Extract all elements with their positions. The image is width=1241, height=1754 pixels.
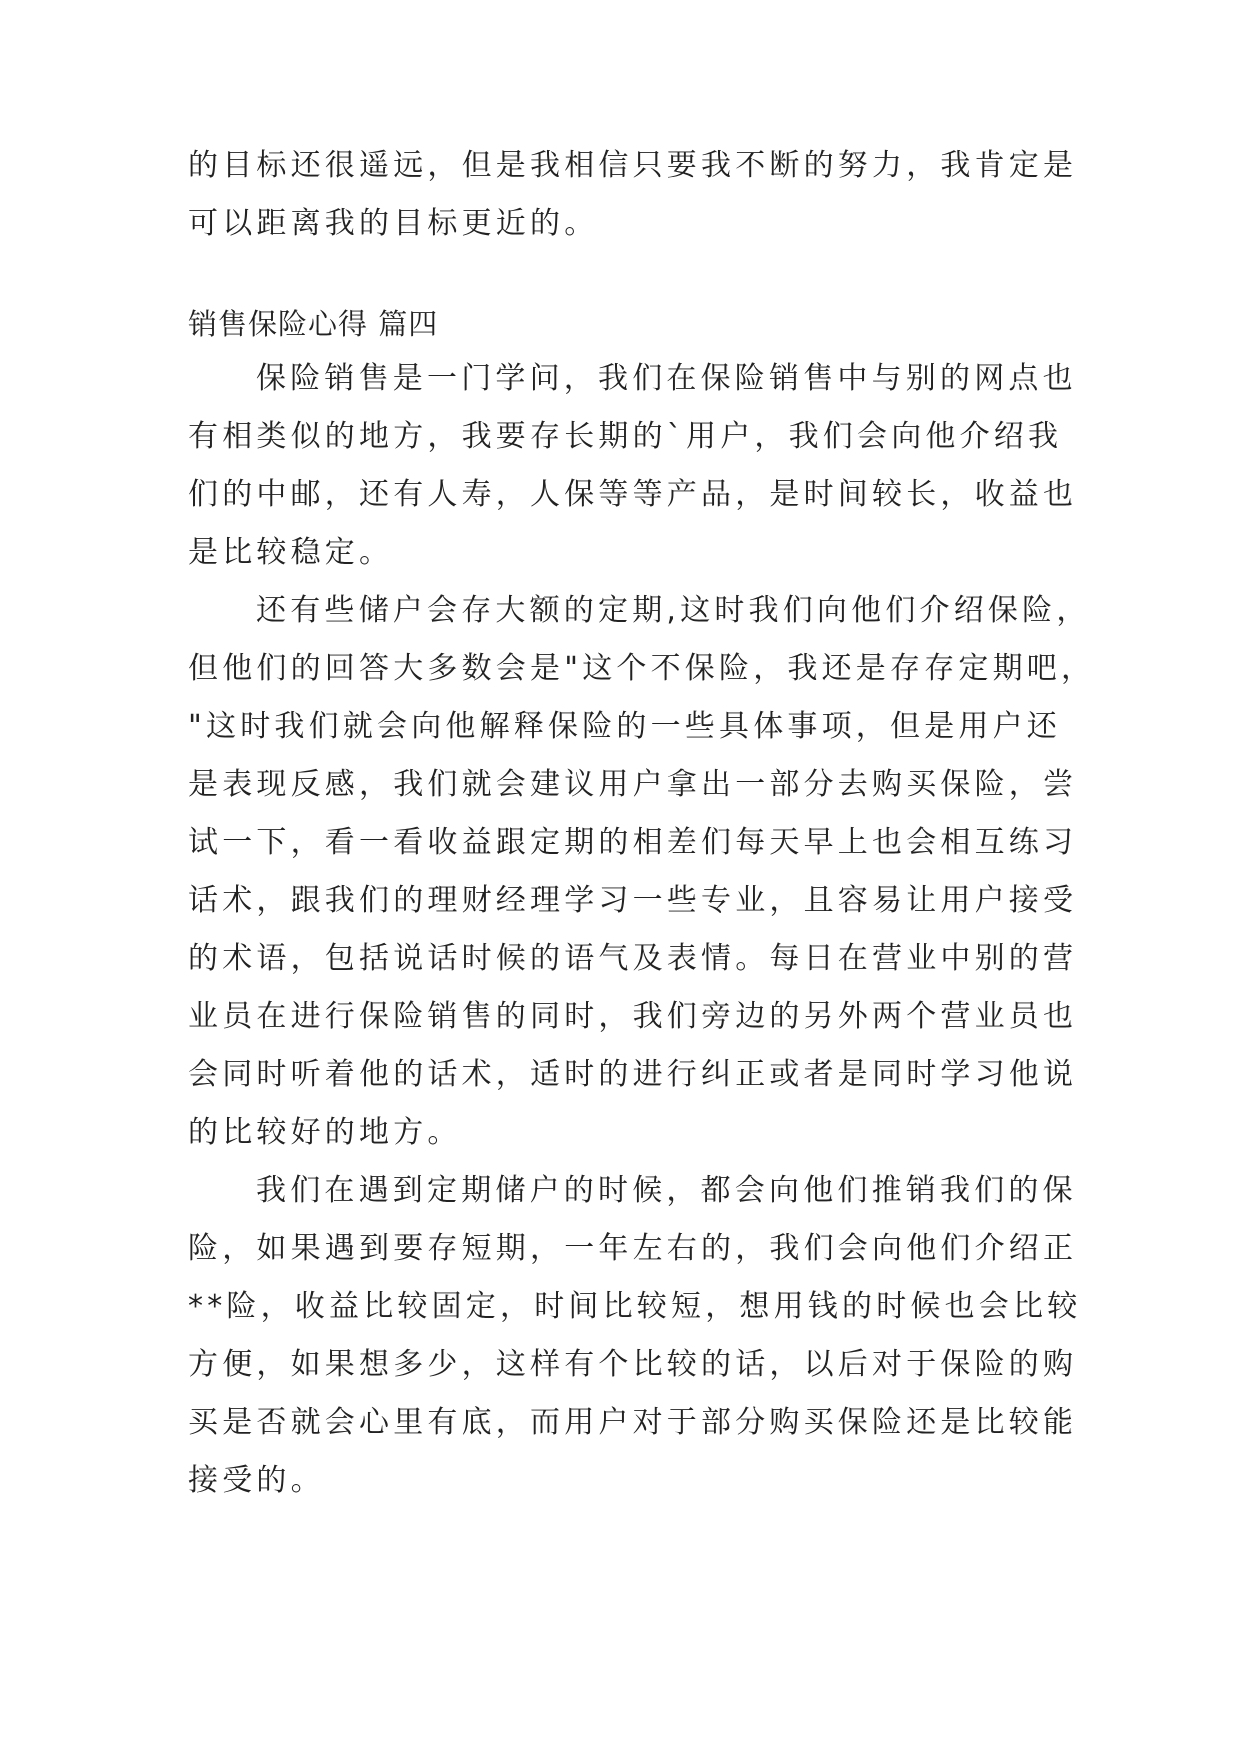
text-line: 险，如果遇到要存短期，一年左右的，我们会向他们介绍正 [188, 1231, 1078, 1266]
text-line: 会同时听着他的话术，适时的进行纠正或者是同时学习他说 [188, 1057, 1078, 1092]
intro-paragraph [188, 137, 1078, 253]
text-line: 接受的。 [188, 1463, 325, 1498]
text-line: 方便，如果想多少，这样有个比较的话，以后对于保险的购 [188, 1347, 1078, 1382]
text-line: 是表现反感，我们就会建议用户拿出一部分去购买保险，尝 [188, 767, 1078, 802]
text-line: 但他们的回答大多数会是"这个不保险，我还是存存定期吧， [188, 651, 1096, 686]
paragraph-2 [188, 582, 1096, 1162]
text-line: 业员在进行保险销售的同时，我们旁边的另外两个营业员也 [188, 999, 1078, 1034]
text-line: 的术语，包括说话时候的语气及表情。每日在营业中别的营 [188, 941, 1078, 976]
text-line: 买是否就会心里有底，而用户对于部分购买保险还是比较能 [188, 1405, 1078, 1440]
text-line: 是比较稳定。 [188, 535, 394, 570]
text-line: 试一下，看一看收益跟定期的相差们每天早上也会相互练习 [188, 825, 1078, 860]
section-heading [188, 295, 1058, 353]
text-line: 还有些储户会存大额的定期,这时我们向他们介绍保险， [256, 593, 1091, 628]
text-line: 话术，跟我们的理财经理学习一些专业，且容易让用户接受 [188, 883, 1078, 918]
text-line: 可以距离我的目标更近的。 [188, 206, 599, 241]
paragraph-1 [188, 350, 1078, 582]
text-line: **险，收益比较固定，时间比较短，想用钱的时候也会比较 [188, 1289, 1082, 1324]
text-line: 的比较好的地方。 [188, 1115, 462, 1150]
text-line: 我们在遇到定期储户的时候，都会向他们推销我们的保 [256, 1173, 1077, 1208]
text-line: 有相类似的地方，我要存长期的`用户，我们会向他介绍我 [188, 419, 1063, 454]
text-line: 保险销售是一门学问，我们在保险销售中与别的网点也 [256, 361, 1077, 396]
text-line: 们的中邮，还有人寿，人保等等产品，是时间较长，收益也 [188, 477, 1078, 512]
text-line: 的目标还很遥远，但是我相信只要我不断的努力，我肯定是 [188, 148, 1078, 183]
text-line: "这时我们就会向他解释保险的一些具体事项，但是用户还 [188, 709, 1061, 744]
section-title: 销售保险心得 篇四 [188, 307, 439, 341]
paragraph-3 [188, 1162, 1082, 1510]
